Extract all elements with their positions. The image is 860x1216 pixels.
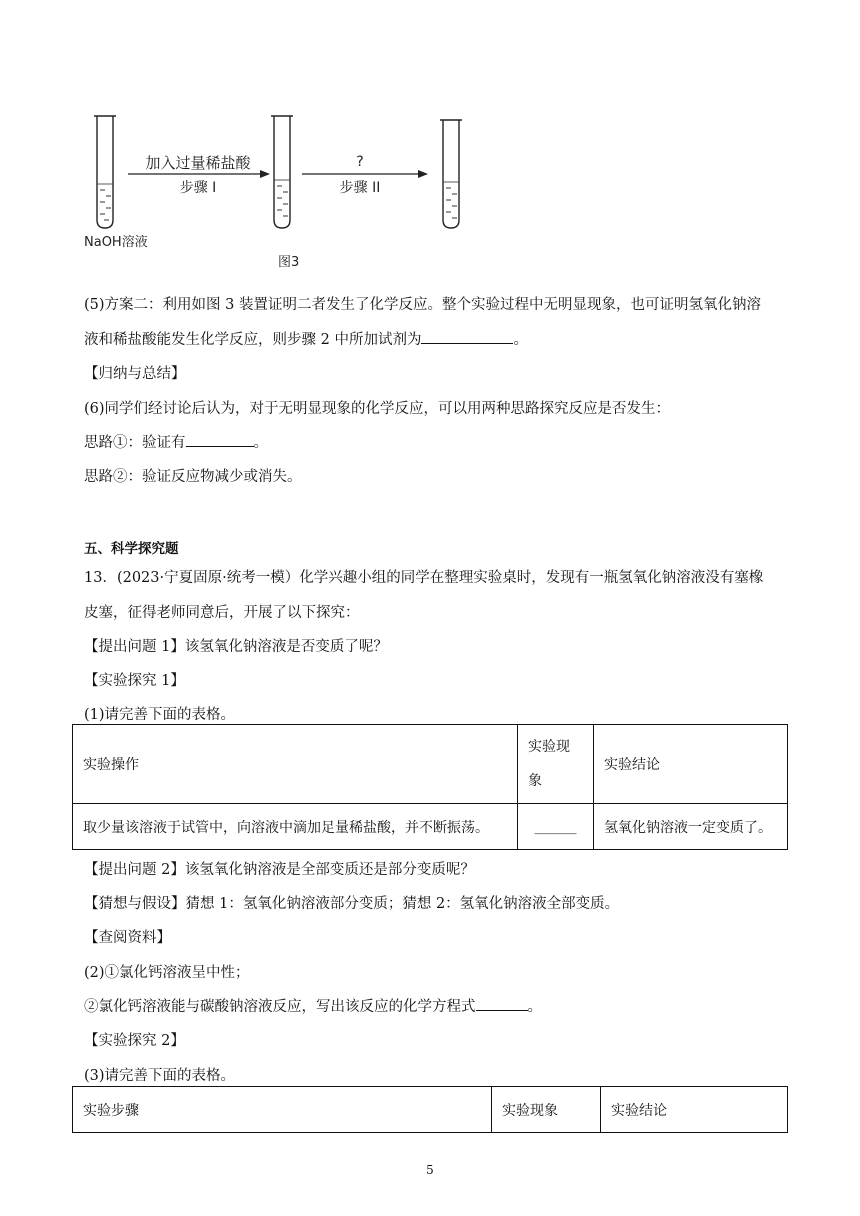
question-1-heading: 【提出问题 1】该氢氧化钠溶液是否变质了呢？ [84, 639, 388, 655]
experiment-table-1 [72, 724, 788, 850]
arrow-step-1 [128, 154, 270, 196]
q2-line-2-end: 。 [527, 999, 542, 1015]
hypothesis-line: 【猜想与假设】猜想 1：氢氧化钠溶液部分变质；猜想 2：氢氧化钠溶液全部变质。 [84, 896, 620, 912]
summary-heading: 【归纳与总结】 [84, 366, 186, 382]
q2-line-1: (2)①氯化钙溶液呈中性； [84, 965, 250, 981]
table-2-header-conclusion: 实验结论 [601, 1087, 788, 1133]
test-tube-2 [271, 116, 293, 228]
q5-line-2-end: 。 [513, 332, 528, 348]
q5-line-1: (5)方案二：利用如图 3 装置证明二者发生了化学反应。整个实验过程中无明显现象，也可证明氢氧化钠溶 [84, 297, 761, 313]
q5-answer-blank[interactable] [421, 328, 513, 344]
q3-table-intro: (3)请完善下面的表格。 [84, 1068, 236, 1084]
question-2-heading: 【提出问题 2】该氢氧化钠溶液是全部变质还是部分变质呢？ [84, 862, 475, 878]
table-row [73, 804, 788, 850]
arrow2-top-label: ? [356, 154, 364, 170]
q2-equation-blank[interactable] [476, 995, 528, 1011]
table-1-header-phenomenon: 实验现 象 [518, 725, 594, 804]
figure-caption: 图3 [278, 255, 300, 270]
q6-idea-1-text: 思路①：验证有 [84, 435, 186, 451]
table-2-header-phenomenon: 实验现象 [492, 1087, 601, 1133]
q2-line-2-text: ②氯化钙溶液能与碳酸钠溶液反应，写出该反应的化学方程式 [84, 999, 476, 1015]
q5-line-2 [84, 328, 528, 349]
q13-line-1: 13．(2023·宁夏固原·统考一模）化学兴趣小组的同学在整理实验桌时，发现有一瓶氢氧化钠溶液没有塞橡 [84, 570, 764, 586]
q13-line-2: 皮塞，征得老师同意后，开展了以下探究： [84, 605, 360, 621]
table-1-phenomenon-blank[interactable]: ______ [518, 804, 594, 850]
explore-2-heading: 【实验探究 2】 [84, 1033, 185, 1049]
q6-answer-blank[interactable] [186, 431, 254, 447]
q6-line-1: (6)同学们经讨论后认为，对于无明显现象的化学反应，可以用两种思路探究反应是否发生： [84, 401, 671, 417]
arrow1-top-label: 加入过量稀盐酸 [145, 154, 251, 172]
arrow2-bottom-label: 步骤 II [339, 180, 381, 196]
q6-idea-1 [84, 431, 268, 452]
q2-line-2 [84, 995, 542, 1016]
experiment-table-2 [72, 1086, 788, 1133]
figure-3-diagram [80, 110, 480, 275]
table-1-operation-cell: 取少量该溶液于试管中，向溶液中滴加足量稀盐酸，并不断振荡。 [73, 804, 518, 850]
table-1-header-operation: 实验操作 [73, 725, 518, 804]
table-1-conclusion-cell: 氢氧化钠溶液一定变质了。 [594, 804, 788, 850]
test-tube-3 [440, 120, 462, 228]
table-2-header-row [73, 1087, 788, 1133]
arrow-step-2 [302, 154, 428, 196]
arrow1-bottom-label: 步骤 I [179, 180, 217, 196]
table-2-header-steps: 实验步骤 [73, 1087, 492, 1133]
lookup-heading: 【查阅资料】 [84, 930, 171, 946]
table-1-header-conclusion: 实验结论 [594, 725, 788, 804]
q5-line-2-text: 液和稀盐酸能发生化学反应，则步骤 2 中所加试剂为 [84, 332, 422, 348]
explore-1-heading: 【实验探究 1】 [84, 673, 185, 689]
q1-table-intro: (1)请完善下面的表格。 [84, 707, 236, 723]
page-number: 5 [426, 1163, 434, 1177]
section-5-title: 五、科学探究题 [84, 541, 179, 557]
q6-idea-2: 思路②：验证反应物减少或消失。 [84, 469, 302, 485]
table-1-header-row [73, 725, 788, 804]
naoh-solution-label: NaOH溶液 [84, 235, 148, 250]
q6-idea-1-end: 。 [253, 435, 268, 451]
test-tube-1 [94, 116, 116, 228]
